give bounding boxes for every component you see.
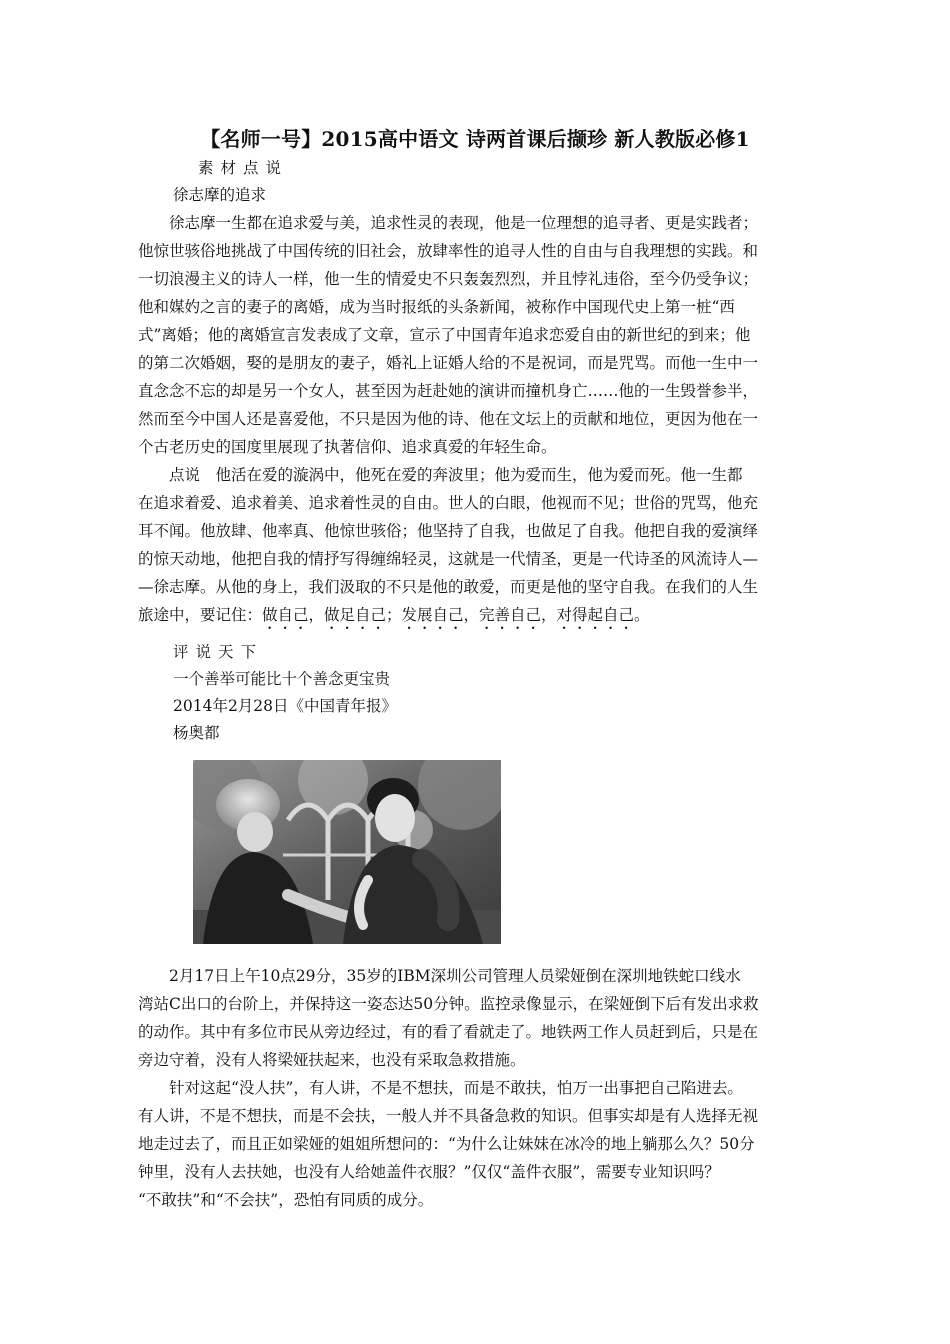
article-paragraph-line: 2月17日上午10点29分，35岁的IBM深圳公司管理人员梁娅倒在深圳地铁蛇口线水	[138, 967, 741, 985]
paragraph-line: 他惊世骇俗地挑战了中国传统的旧社会，放肆率性的追寻人性的自由与自我理想的实践。和	[138, 242, 759, 260]
comment-last-prefix: 旅途中，要记住：	[138, 606, 263, 624]
comment-line: 耳不闻。他放肆、他率真、他惊世骇俗；他坚持了自我，也做足了自我。他把自我的爱演绎	[138, 522, 759, 540]
section-heading-material: 素材点说	[198, 159, 289, 177]
emphasized-motto: 做自己，做足自己；发展自己，完善自己，对得起自己	[262, 606, 635, 624]
paragraph-line: 式”离婚；他的离婚宣言发表成了文章，宣示了中国青年追求恋爱自由的新世纪的到来；他	[138, 326, 751, 344]
paragraph-line: 徐志摩一生都在追求爱与美，追求性灵的表现，他是一位理想的追寻者、更是实践者；	[138, 214, 759, 232]
article-paragraph-line: 的动作。其中有多位市民从旁边经过，有的看了看就走了。地铁两工作人员赶到后，只是在	[138, 1023, 759, 1041]
news-photo	[193, 760, 501, 944]
article-paragraph-line: 有人讲，不是不想扶，而是不会扶，一般人并不具备急救的知识。但事实却是有人选择无视	[138, 1107, 759, 1125]
article-paragraph-line: 地走过去了，而且正如梁娅的姐姐所想问的：“为什么让妹妹在冰冷的地上躺那么久？50分	[138, 1135, 755, 1153]
photo-illustration	[193, 760, 501, 944]
paragraph-line: 他和媒妁之言的妻子的离婚，成为当时报纸的头条新闻，被称作中国现代史上第一桩“西	[138, 298, 735, 316]
section-subtitle: 徐志摩的追求	[173, 186, 267, 204]
article-title: 一个善举可能比十个善念更宝贵	[173, 670, 391, 688]
comment-last-line	[138, 601, 650, 629]
article-author: 杨奥都	[173, 724, 220, 742]
paragraph-line: 直念念不忘的却是另一个女人，甚至因为赶赴她的演讲而撞机身亡……他的一生毁誉参半，	[138, 382, 759, 400]
paragraph-line: 的第二次婚姻，娶的是朋友的妻子，婚礼上证婚人给的不是祝词，而是咒骂。而他一生中一	[138, 354, 759, 372]
article-paragraph-line: “不敢扶”和“不会扶”，恐怕有同质的成分。	[138, 1191, 434, 1209]
article-paragraph-line: 针对这起“没人扶”，有人讲，不是不想扶，而是不敢扶，怕万一出事把自己陷进去。	[138, 1079, 743, 1097]
comment-last-suffix: 。	[634, 606, 650, 624]
article-paragraph-line: 钟里，没有人去扶她，也没有人给她盖件衣服？”仅仅“盖件衣服”，需要专业知识吗？	[138, 1163, 720, 1181]
article-paragraph-line: 旁边守着，没有人将梁娅扶起来，也没有采取急救措施。	[138, 1051, 526, 1069]
paragraph-line: 个古老历史的国度里展现了执著信仰、追求真爱的年轻生命。	[138, 438, 557, 456]
comment-line: 在追求着爱、追求着美、追求着性灵的自由。世人的白眼，他视而不见；世俗的咒骂，他充	[138, 494, 759, 512]
document-title: 【名师一号】2015高中语文 诗两首课后撷珍 新人教版必修1	[200, 127, 750, 151]
paragraph-line: 一切浪漫主义的诗人一样，他一生的情爱史不只轰轰烈烈，并且悖礼违俗，至今仍受争议；	[138, 270, 759, 288]
article-paragraph-line: 湾站C出口的台阶上，并保持这一姿态达50分钟。监控录像显示，在梁娅倒下后有发出求救	[138, 995, 759, 1013]
comment-line: —徐志摩。从他的身上，我们汲取的不只是他的敢爱，而更是他的坚守自我。在我们的人生	[138, 578, 759, 596]
comment-line: 点说 他活在爱的漩涡中，他死在爱的奔波里；他为爱而生，他为爱而死。他一生都	[138, 466, 743, 484]
article-source: 2014年2月28日《中国青年报》	[173, 697, 398, 715]
comment-line: 的惊天动地，他把自我的情抒写得缠绵轻灵，这就是一代情圣，更是一代诗圣的风流诗人—	[138, 550, 759, 568]
section-heading-commentary: 评说天下	[173, 643, 264, 661]
paragraph-line: 然而至今中国人还是喜爱他，不只是因为他的诗、他在文坛上的贡献和地位，更因为他在一	[138, 410, 759, 428]
